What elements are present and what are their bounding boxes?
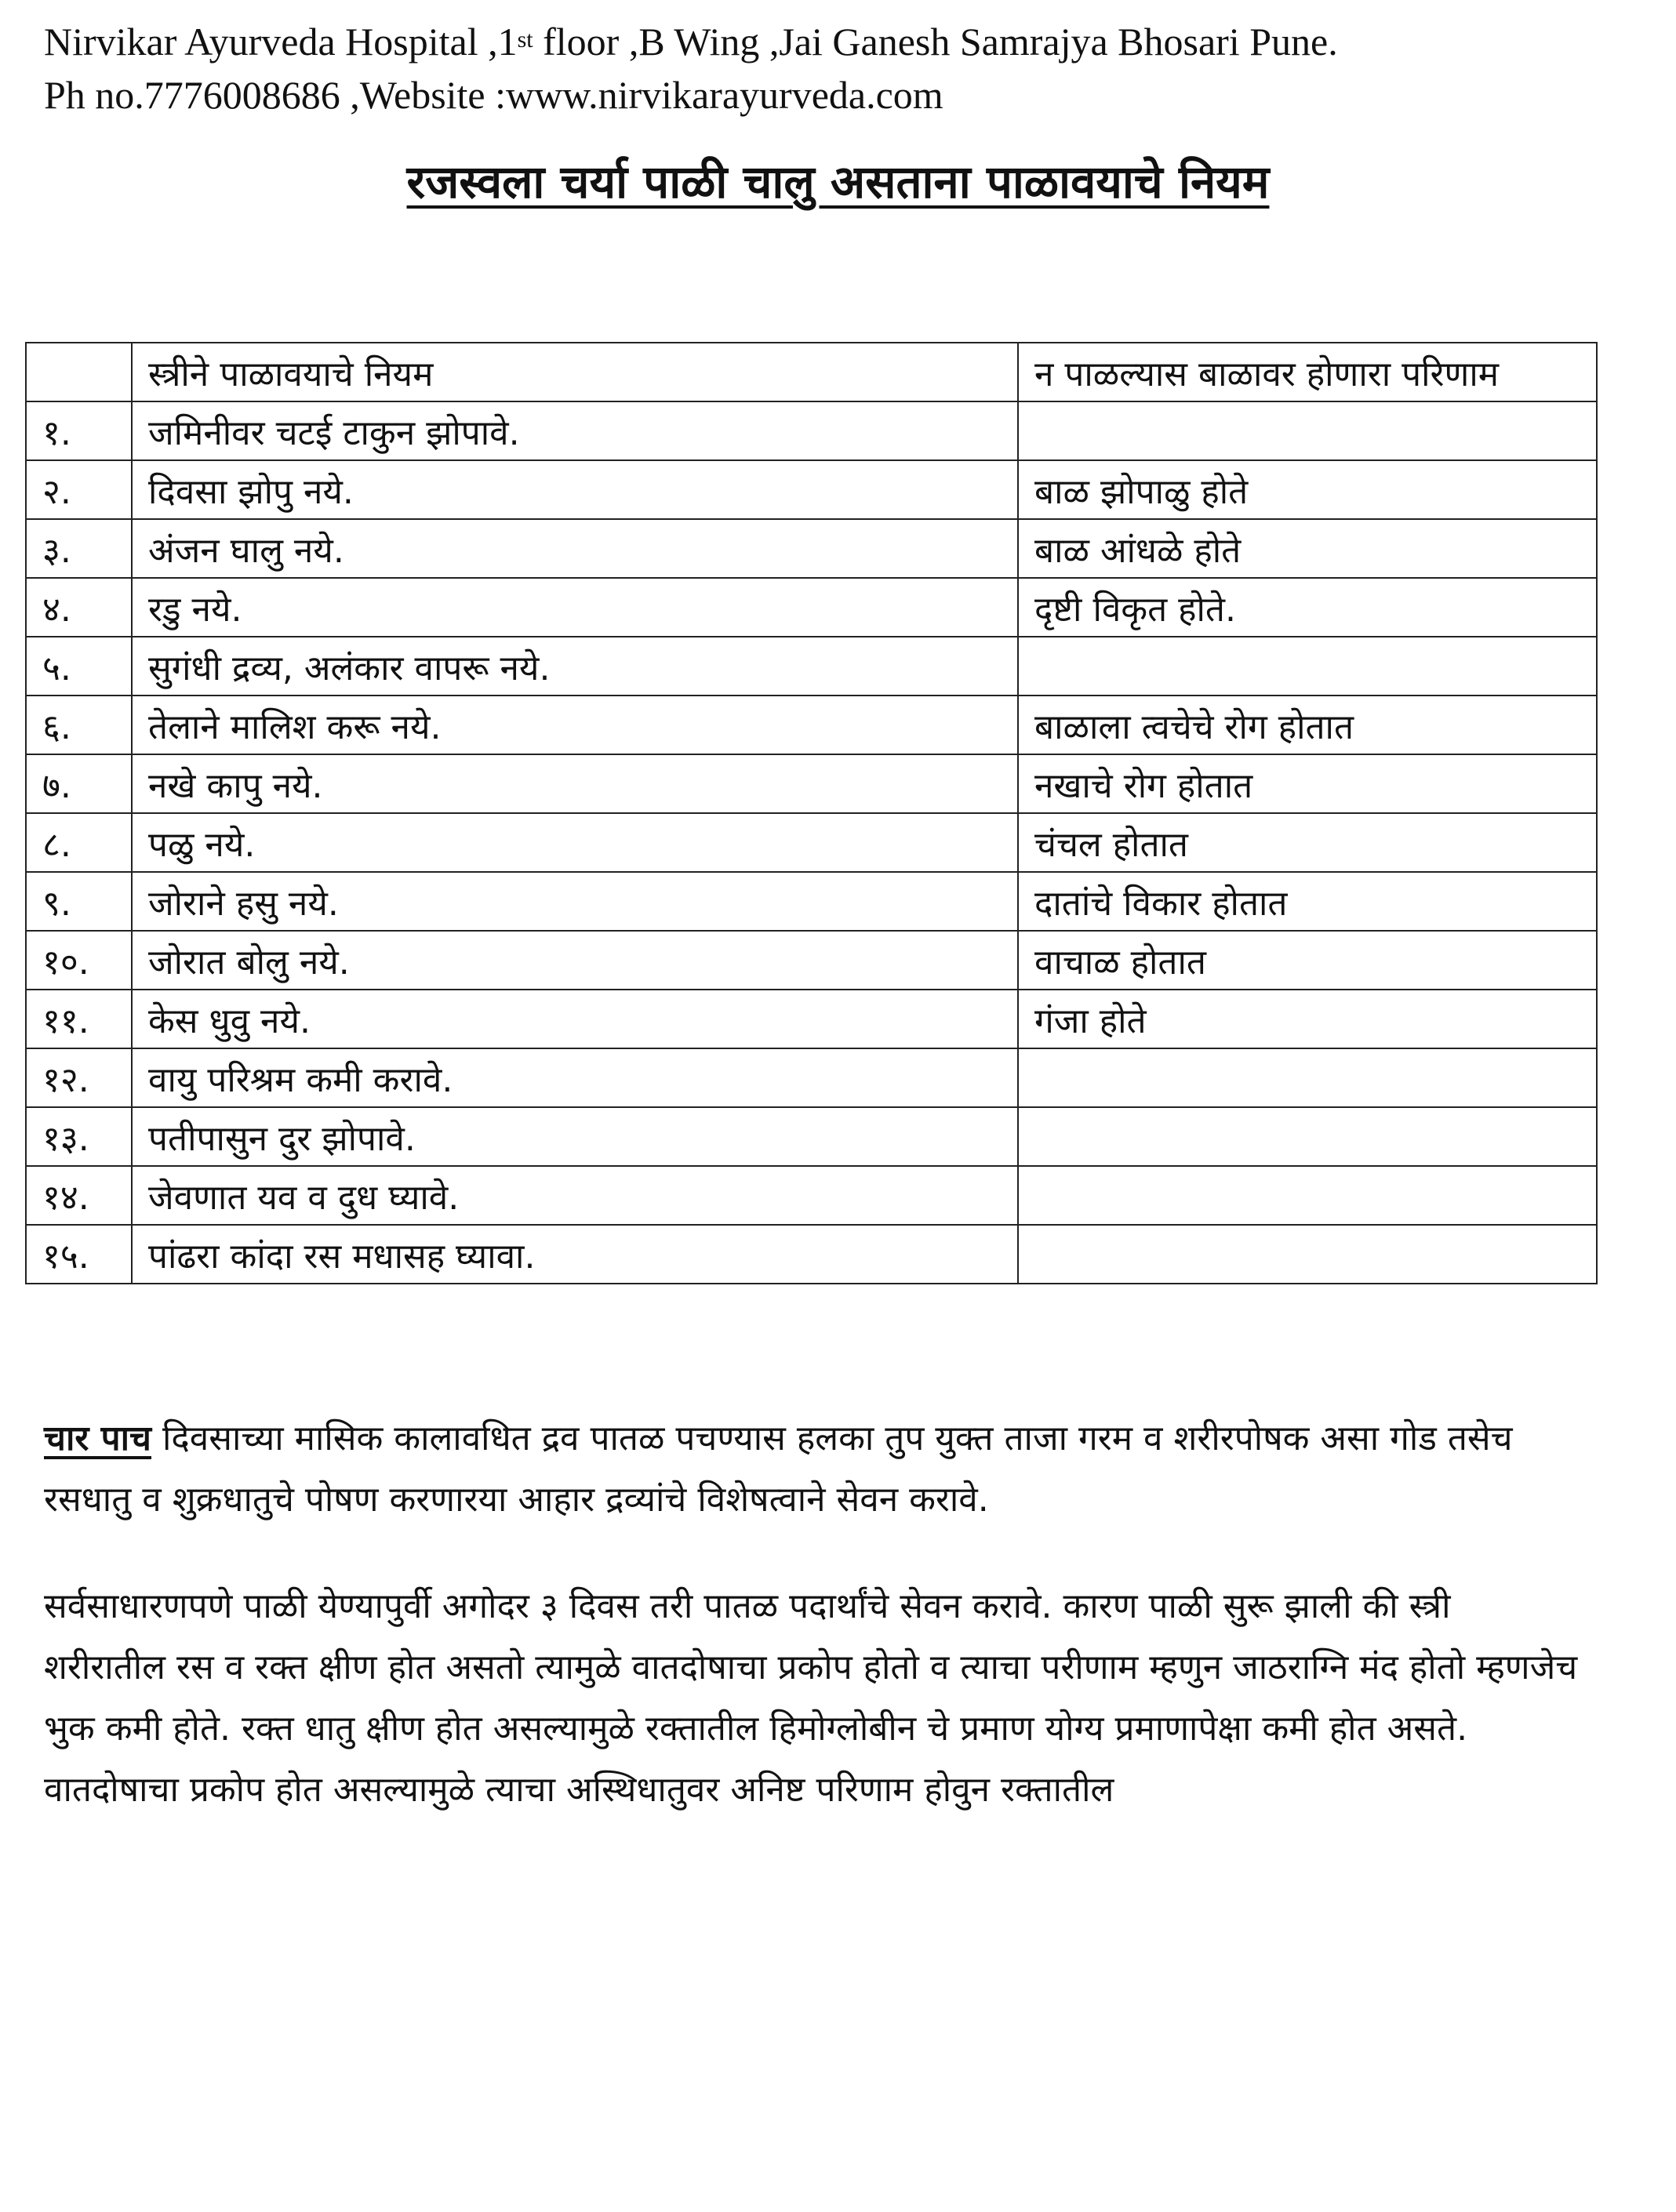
contact-line: Ph no.7776008686 ,Website :www.nirvikarayurveda.com [44, 73, 943, 117]
row-number: १५. [26, 1225, 132, 1284]
paragraph-diet-text: दिवसाच्या मासिक कालावधित द्रव पातळ पचण्यास हलका तुप युक्त ताजा गरम व शरीरपोषक असा गोड तसेच रसधातु व शुक्रधातुचे पोषण करणारया आहार द्रव्यांचे विशेषत्वाने सेवन करावे. [44, 1418, 1513, 1520]
rule-cell: तेलाने मालिश करू नये. [132, 696, 1018, 754]
row-number: १४. [26, 1166, 132, 1225]
row-number: १३. [26, 1107, 132, 1166]
table-row [26, 990, 1597, 1048]
rule-cell: पळु नये. [132, 813, 1018, 872]
table-row [26, 931, 1597, 990]
effect-cell: चंचल होतात [1018, 813, 1597, 872]
row-number: १०. [26, 931, 132, 990]
rules-table-body [26, 401, 1597, 1284]
effect-cell: दृष्टी विकृत होते. [1018, 578, 1597, 637]
rule-cell: जोरात बोलु नये. [132, 931, 1018, 990]
page-title [0, 149, 1676, 211]
table-row [26, 1225, 1597, 1284]
rule-cell: जमिनीवर चटई टाकुन झोपावे. [132, 401, 1018, 460]
rule-cell: रडु नये. [132, 578, 1018, 637]
table-row [26, 1107, 1597, 1166]
effect-cell [1018, 1048, 1597, 1107]
rule-cell: सुगंधी द्रव्य, अलंकार वापरू नये. [132, 637, 1018, 696]
row-number: ४. [26, 578, 132, 637]
row-number: ७. [26, 754, 132, 813]
effect-cell: वाचाळ होतात [1018, 931, 1597, 990]
effect-cell: दातांचे विकार होतात [1018, 872, 1597, 931]
rule-cell: जोराने हसु नये. [132, 872, 1018, 931]
row-number: १२. [26, 1048, 132, 1107]
effect-cell [1018, 1225, 1597, 1284]
rules-table [25, 342, 1598, 1284]
row-number: ६. [26, 696, 132, 754]
effect-cell: बाळ आंधळे होते [1018, 519, 1597, 578]
floor-superscript: st [517, 27, 533, 53]
address-suffix: floor ,B Wing ,Jai Ganesh Samrajya Bhosari Pune. [533, 20, 1338, 64]
rule-cell: पतीपासुन दुर झोपावे. [132, 1107, 1018, 1166]
effect-cell: बाळाला त्वचेचे रोग होतात [1018, 696, 1597, 754]
table-row [26, 1166, 1597, 1225]
row-number: ८. [26, 813, 132, 872]
row-number: ५. [26, 637, 132, 696]
table-row [26, 696, 1597, 754]
header-number [26, 343, 132, 401]
row-number: ९. [26, 872, 132, 931]
effect-cell [1018, 1107, 1597, 1166]
effect-cell: बाळ झोपाळु होते [1018, 460, 1597, 519]
row-number: ३. [26, 519, 132, 578]
page-title-text: रजस्वला चर्या पाळी चालु असताना पाळावयाचे नियम [406, 155, 1270, 209]
effect-cell [1018, 401, 1597, 460]
rule-cell: नखे कापु नये. [132, 754, 1018, 813]
table-row [26, 1048, 1597, 1107]
table-row [26, 813, 1597, 872]
header-effects: न पाळल्यास बाळावर होणारा परिणाम [1018, 343, 1597, 401]
effect-cell [1018, 637, 1597, 696]
paragraph-general: सर्वसाधारणपणे पाळी येण्यापुर्वी अगोदर ३ दिवस तरी पातळ पदार्थांचे सेवन करावे. कारण पाळी सुरू झाली की स्त्री शरीरातील रस व रक्त क्षीण होत असतो त्यामुळे वातदोषाचा प्रकोप होतो व त्याचा परीणाम म्हणुन जाठराग्नि मंद होतो म्हणजेच भुक कमी होते. रक्त धातु क्षीण होत असल्यामुळे रक्तातील हिमोग्लोबीन चे प्रमाण योग्य प्रमाणापेक्षा कमी होत असते. वातदोषाचा प्रकोप होत असल्यामुळे त्याचा अस्थिधातुवर अनिष्ट परिणाम होवुन रक्तातील [44, 1586, 1578, 1810]
address-prefix: Nirvikar Ayurveda Hospital ,1 [44, 20, 518, 64]
table-row [26, 460, 1597, 519]
table-row [26, 401, 1597, 460]
table-row [26, 637, 1597, 696]
table-row [26, 754, 1597, 813]
effect-cell: गंजा होते [1018, 990, 1597, 1048]
table-header-row [26, 343, 1597, 401]
table-row [26, 519, 1597, 578]
rule-cell: पांढरा कांदा रस मधासह घ्यावा. [132, 1225, 1018, 1284]
row-number: ११. [26, 990, 132, 1048]
header-rules: स्त्रीने पाळावयाचे नियम [132, 343, 1018, 401]
rule-cell: केस धुवु नये. [132, 990, 1018, 1048]
hospital-address-line [44, 19, 1338, 64]
rule-cell: वायु परिश्रम कमी करावे. [132, 1048, 1018, 1107]
paragraph-lead: चार पाच [44, 1418, 151, 1458]
effect-cell [1018, 1166, 1597, 1225]
paragraph-diet [44, 1408, 1581, 1531]
row-number: २. [26, 460, 132, 519]
rule-cell: अंजन घालु नये. [132, 519, 1018, 578]
table-row [26, 578, 1597, 637]
rule-cell: जेवणात यव व दुध घ्यावे. [132, 1166, 1018, 1225]
rule-cell: दिवसा झोपु नये. [132, 460, 1018, 519]
effect-cell: नखाचे रोग होतात [1018, 754, 1597, 813]
row-number: १. [26, 401, 132, 460]
table-row [26, 872, 1597, 931]
